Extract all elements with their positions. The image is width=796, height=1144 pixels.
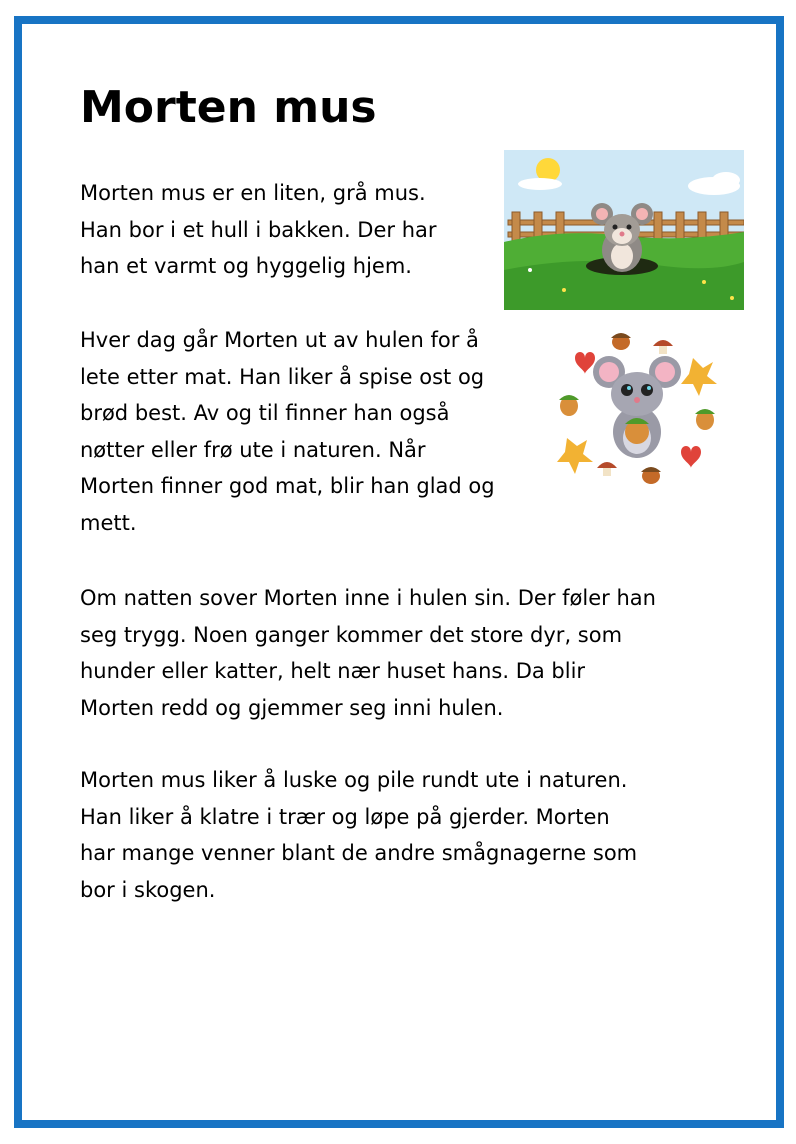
leaf-icon (681, 358, 717, 396)
paragraph-4: Morten mus liker å luske og pile rundt ute i naturen. Han liker å klatre i trær og løpe på gjerder. Morten har mange venner blant de andre smågnagerne som bor i skogen. (80, 768, 638, 902)
paragraph-1: Morten mus er en liten, grå mus. Han bor i et hull i bakken. Der har han et varmt og hyggelig hjem. (80, 181, 437, 278)
heart-icon (575, 352, 595, 374)
paragraph-2: Hver dag går Morten ut av hulen for å lete etter mat. Han liker å spise ost og brød best. Av og til finner han også nøtter eller frø ute i naturen. Når Morten finner god mat, blir han glad og mett. (80, 328, 495, 535)
mushroom-icon (597, 462, 617, 476)
page-title: Morten mus (80, 82, 377, 133)
mouse-in-hole-illustration (504, 150, 744, 310)
acorn-icon (641, 467, 661, 484)
hazelnut-icon (559, 395, 579, 416)
leaf-icon (557, 438, 593, 474)
heart-icon (681, 446, 701, 468)
paragraph-3: Om natten sover Morten inne i hulen sin. Der føler han seg trygg. Noen ganger kommer det store dyr, som hunder eller katter, helt nær huset hans. Da blir Morten redd og gjemmer seg inni hulen. (80, 586, 656, 720)
mushroom-icon (653, 340, 673, 354)
acorn-icon (611, 333, 631, 350)
mouse-icon (593, 356, 681, 458)
mouse-with-nuts-illustration (553, 328, 721, 490)
hazelnut-icon (695, 409, 715, 430)
